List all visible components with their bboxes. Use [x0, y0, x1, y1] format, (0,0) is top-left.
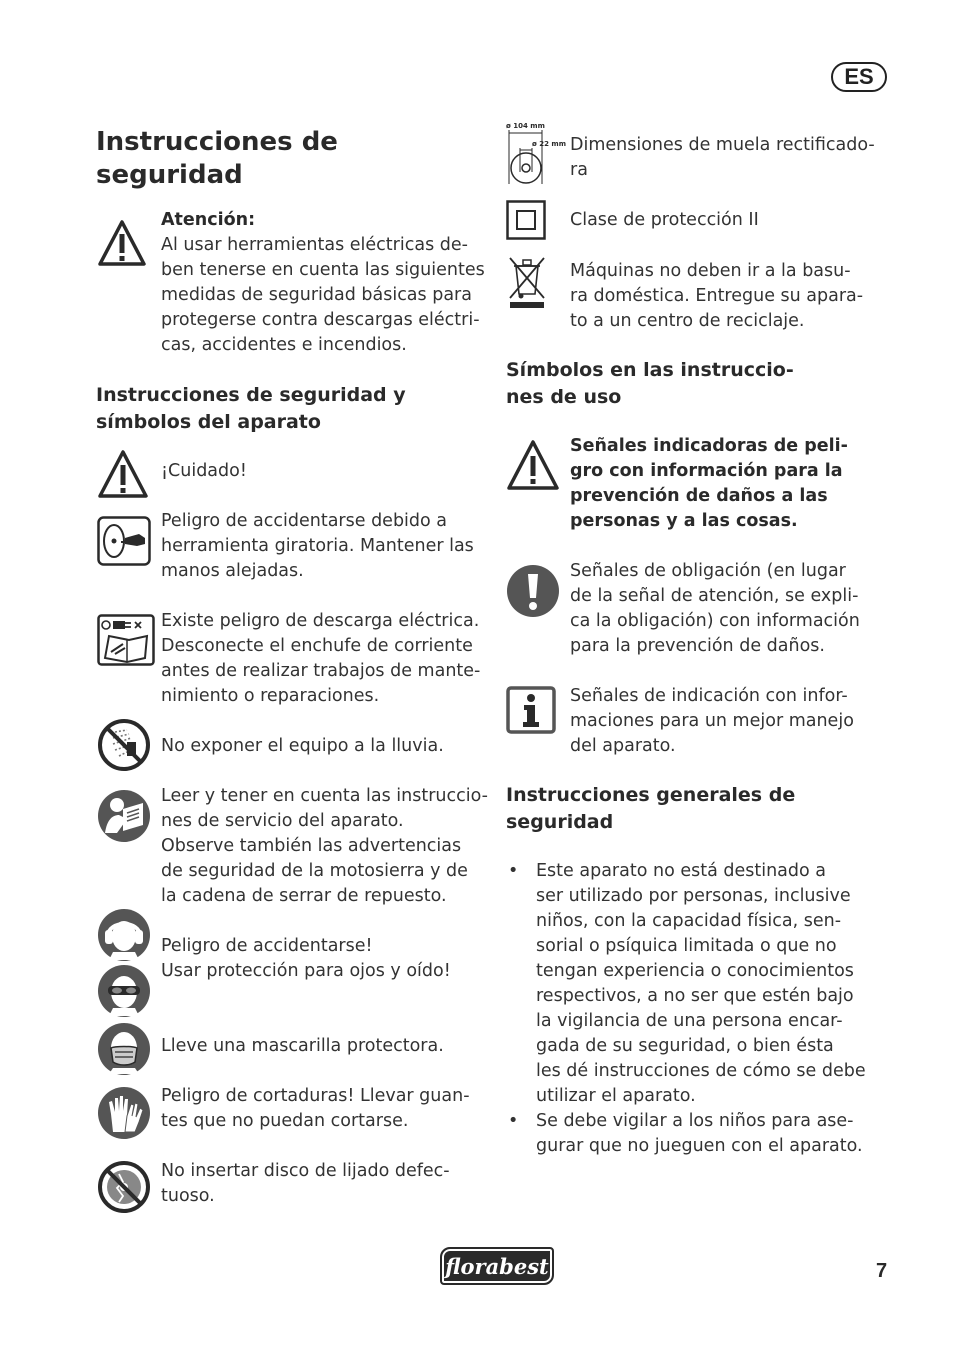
ear-protection-icon — [97, 908, 151, 962]
section-title-instruction-symbols: Símbolos en las instruccio- nes de uso — [506, 359, 794, 408]
list-item: • Se debe vigilar a los niños para ase- gurar que no jueguen con el aparato. — [506, 1109, 876, 1159]
no-rain-icon — [97, 718, 151, 772]
dust-mask-icon — [97, 1022, 151, 1076]
page-number: 7 — [876, 1260, 888, 1282]
symbol-text-no-rain: No exponer el equipo a la lluvia. — [161, 736, 444, 756]
symbol-text-information: Señales de indicación con infor- maciones para un mejor manejo del aparato. — [570, 686, 854, 756]
symbol-text-caution: ¡Cuidado! — [161, 461, 247, 481]
section-title-device-symbols: Instrucciones de seguridad y símbolos del aparato — [96, 384, 406, 433]
symbol-text-gloves: Peligro de cortaduras! Llevar guan- tes que no puedan cortarse. — [161, 1086, 470, 1131]
symbol-text-weee: Máquinas no deben ir a la basu- ra doméstica. Entregue su apara- to a un centro de reciclaje. — [570, 261, 864, 331]
disc-dimensions-icon — [506, 122, 566, 188]
symbol-text-unplug: Existe peligro de descarga eléctrica. Desconecte el enchufe de corriente antes de realizar trabajos de mante- nimiento o reparaciones. — [161, 611, 481, 706]
eye-protection-icon — [97, 964, 151, 1018]
weee-bin-icon — [506, 254, 548, 310]
warning-triangle-icon — [97, 449, 149, 499]
symbol-text-protection-class: Clase de protección II — [570, 210, 759, 230]
symbol-text-read-manual: Leer y tener en cuenta las instruccio- nes de servicio del aparato. Observe también las advertencias de seguridad de la motosierra y de la cadena de serrar de repuesto. — [161, 786, 488, 906]
protection-class-ii-icon — [506, 200, 546, 240]
symbol-text-rotating-tool: Peligro de accidentarse debido a herramienta giratoria. Mantener las manos alejadas. — [161, 511, 474, 581]
attention-heading: Atención: — [161, 210, 256, 230]
symbol-text-mandatory: Señales de obligación (en lugar de la señal de atención, se expli- ca la obligación) con información para la prevención de daños. — [570, 561, 860, 656]
section-title-general-safety: Instrucciones generales de seguridad — [506, 784, 796, 833]
symbol-text-dust-mask: Lleve una mascarilla protectora. — [161, 1036, 444, 1056]
danger-warning-icon — [506, 439, 560, 491]
disc-outer-diameter: ø 104 mm — [506, 122, 545, 130]
rotating-tool-hazard-icon — [97, 516, 151, 566]
information-sign-icon — [506, 686, 556, 734]
language-badge: ES — [831, 62, 887, 92]
unplug-before-maintenance-icon — [97, 614, 155, 666]
warning-triangle-icon — [97, 219, 147, 267]
symbol-text-disc-dimensions: Dimensiones de muela rectificado- ra — [570, 135, 875, 180]
symbol-text-danger: Señales indicadoras de peli- gro con información para la prevención de daños a las personas y a las cosas. — [570, 436, 848, 531]
symbol-text-protection: Peligro de accidentarse! Usar protección para ojos y oído! — [161, 936, 451, 981]
no-defective-disc-icon — [97, 1160, 151, 1214]
page-title: Instrucciones de seguridad — [96, 127, 338, 190]
disc-inner-diameter: ø 22 mm — [532, 140, 567, 148]
symbol-text-defective-disc: No insertar disco de lijado defec- tuoso. — [161, 1161, 450, 1206]
brand-logo: florabest — [440, 1247, 554, 1285]
list-item: • Este aparato no está destinado a ser utilizado por personas, inclusive niños, con la capacidad física, sen- sorial o psíquica limitada o que no tengan experiencia o conocimientos respectivos, a no ser que estén bajo la vigilancia de una persona encar- gada de su seguridad, o bien ésta les dé instrucciones de cómo se debe utilizar el aparato. — [506, 859, 876, 1109]
mandatory-sign-icon — [506, 564, 560, 618]
attention-body: Al usar herramientas eléctricas de- ben tenerse en cuenta las siguientes medidas de seguridad básicas para protegerse contra descargas eléctri- cas, accidentes e incendios. — [161, 235, 485, 355]
gloves-icon — [97, 1086, 151, 1140]
read-manual-icon — [97, 789, 151, 843]
general-safety-list — [506, 859, 876, 1159]
